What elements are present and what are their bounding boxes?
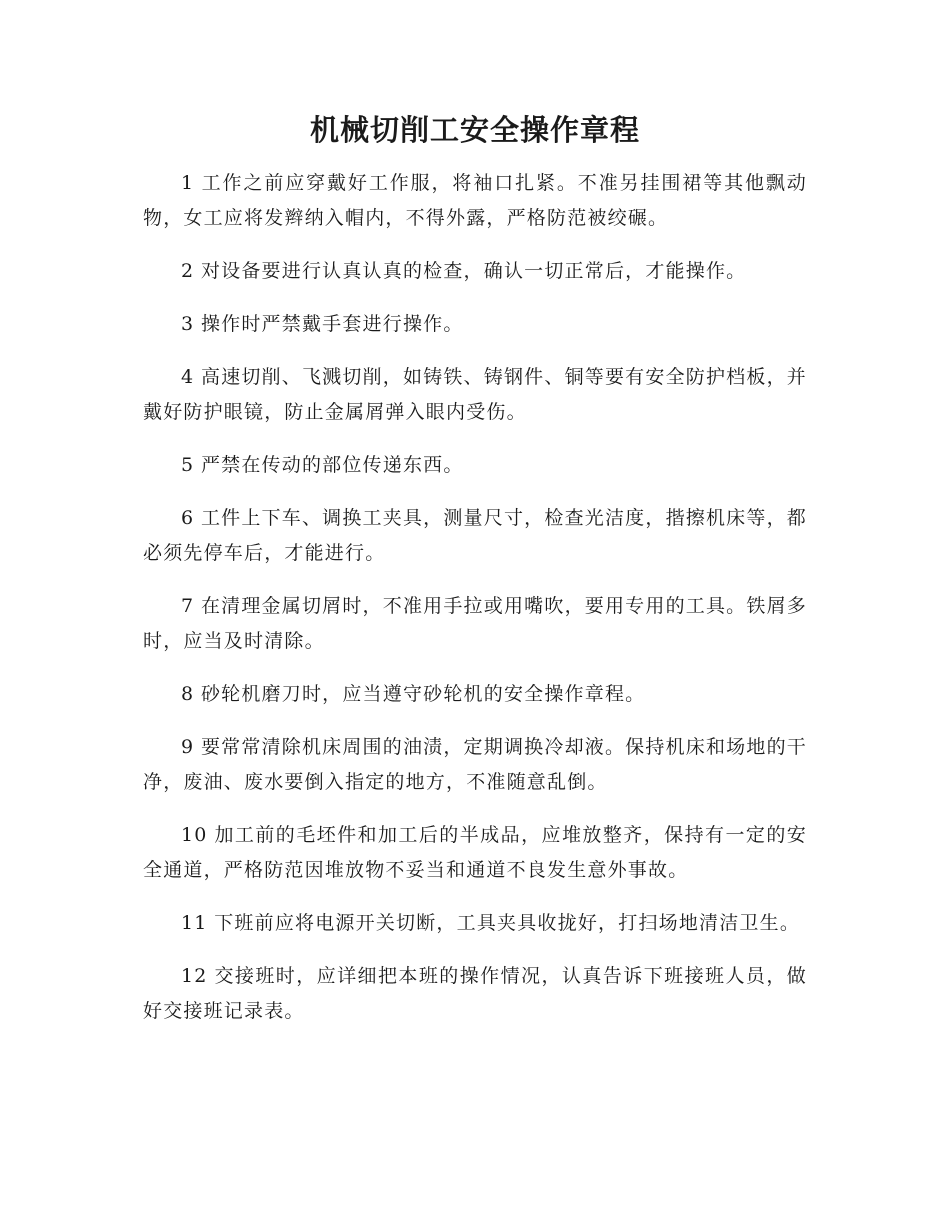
clause-11	[143, 906, 807, 941]
clause-1	[143, 166, 807, 236]
clause-12	[143, 959, 807, 1029]
clause-list	[143, 166, 807, 1047]
clause-text: 要常常清除机床周围的油渍，定期调换冷却液。保持机床和场地的干净，废油、废水要倒入指定的地方，不准随意乱倒。	[143, 736, 807, 793]
document-title: 机械切削工安全操作章程	[309, 113, 640, 147]
clause-text: 下班前应将电源开关切断，工具夹具收拢好，打扫场地清洁卫生。	[214, 912, 801, 934]
clause-text: 严禁在传动的部位传递东西。	[200, 454, 464, 476]
clause-number: 11	[181, 912, 208, 934]
clause-number: 10	[181, 824, 208, 846]
clause-number: 4	[181, 366, 195, 388]
clause-8	[143, 677, 807, 712]
clause-7	[143, 589, 807, 659]
clause-text: 操作时严禁戴手套进行操作。	[200, 313, 464, 335]
clause-text: 对设备要进行认真认真的检查，确认一切正常后，才能操作。	[200, 260, 747, 282]
clause-number: 1	[181, 172, 195, 194]
clause-number: 12	[181, 965, 208, 987]
clause-6	[143, 501, 807, 571]
clause-2	[143, 254, 807, 289]
clause-5	[143, 448, 807, 483]
clause-number: 8	[181, 683, 195, 705]
clause-10	[143, 818, 807, 888]
clause-number: 5	[181, 454, 195, 476]
clause-number: 9	[181, 736, 195, 758]
clause-4	[143, 360, 807, 430]
clause-3	[143, 307, 807, 342]
clause-number: 3	[181, 313, 195, 335]
clause-9	[143, 730, 807, 800]
clause-text: 高速切削、飞溅切削，如铸铁、铸钢件、铜等要有安全防护档板，并戴好防护眼镜，防止金属屑弹入眼内受伤。	[143, 366, 807, 423]
clause-text: 加工前的毛坯件和加工后的半成品，应堆放整齐，保持有一定的安全通道，严格防范因堆放物不妥当和通道不良发生意外事故。	[143, 824, 807, 881]
clause-text: 工件上下车、调换工夹具，测量尺寸，检查光洁度，揩擦机床等，都必须先停车后，才能进行。	[143, 507, 807, 564]
clause-text: 工作之前应穿戴好工作服，将袖口扎紧。不准另挂围裙等其他飘动物，女工应将发辫纳入帽内，不得外露，严格防范被绞碾。	[143, 172, 807, 229]
clause-number: 6	[181, 507, 195, 529]
clause-text: 砂轮机磨刀时，应当遵守砂轮机的安全操作章程。	[200, 683, 646, 705]
clause-text: 在清理金属切屑时，不准用手拉或用嘴吹，要用专用的工具。铁屑多时，应当及时清除。	[143, 595, 807, 652]
clause-number: 2	[181, 260, 195, 282]
clause-number: 7	[181, 595, 195, 617]
clause-text: 交接班时，应详细把本班的操作情况，认真告诉下班接班人员，做好交接班记录表。	[143, 965, 807, 1022]
